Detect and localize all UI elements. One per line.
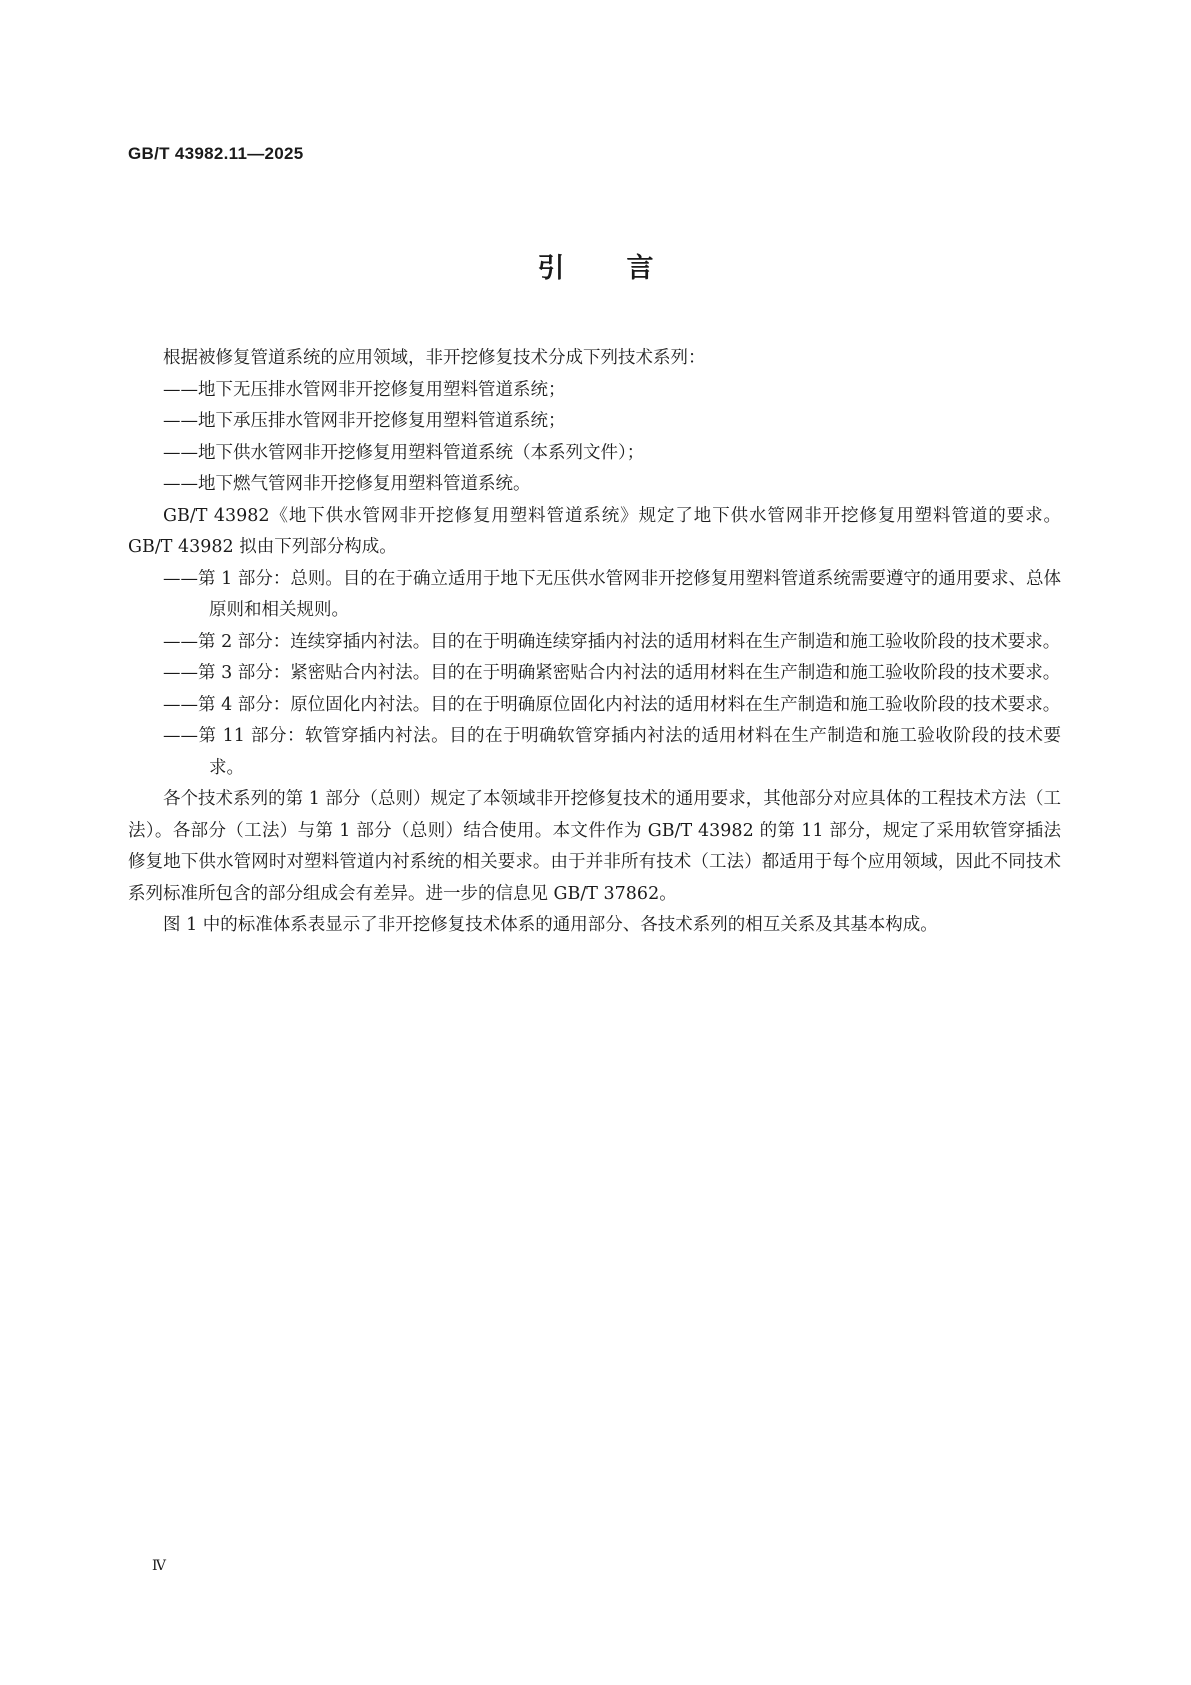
list-item: ——第 3 部分：紧密贴合内衬法。目的在于明确紧密贴合内衬法的适用材料在生产制造和施工验收阶段的技术要求。 — [163, 663, 1061, 683]
list-item: ——地下承压排水管网非开挖修复用塑料管道系统； — [163, 411, 566, 431]
paragraph: 根据被修复管道系统的应用领域，非开挖修复技术分成下列技术系列： — [163, 348, 706, 368]
list-item: ——第 1 部分：总则。目的在于确立适用于地下无压供水管网非开挖修复用塑料管道系统需要遵守的通用要求、总体原则和相关规则。 — [163, 568, 1061, 620]
paragraph: GB/T 43982《地下供水管网非开挖修复用塑料管道系统》规定了地下供水管网非开挖修复用塑料管道的要求。GB/T 43982 拟由下列部分构成。 — [128, 505, 1061, 557]
paragraph: 图 1 中的标准体系表显示了非开挖修复技术体系的通用部分、各技术系列的相互关系及其基本构成。 — [163, 915, 938, 935]
list-item: ——地下燃气管网非开挖修复用塑料管道系统。 — [163, 474, 531, 494]
page-title: 引言 — [537, 253, 716, 284]
list-item: ——第 4 部分：原位固化内衬法。目的在于明确原位固化内衬法的适用材料在生产制造和施工验收阶段的技术要求。 — [163, 694, 1061, 715]
document-body — [128, 343, 1061, 942]
list-item: ——地下无压排水管网非开挖修复用塑料管道系统； — [163, 379, 566, 400]
page-number: Ⅳ — [152, 1558, 166, 1574]
document-header: GB/T 43982.11—2025 — [128, 144, 304, 163]
list-item: ——地下供水管网非开挖修复用塑料管道系统（本系列文件）； — [163, 442, 645, 463]
paragraph: 各个技术系列的第 1 部分（总则）规定了本领域非开挖修复技术的通用要求，其他部分对应具体的工程技术方法（工法）。各部分（工法）与第 1 部分（总则）结合使用。本文件作为 GB/T 43982 的第 11 部分，规定了采用软管穿插法修复地下供水管网时对塑料管道内衬系统的相关要求。由于并非所有技术（工法）都适用于每个应用领域，因此不同技术系列标准所包含的部分组成会有差异。进一步的信息见 GB/T 37862。 — [128, 789, 1061, 904]
list-item: ——第 2 部分：连续穿插内衬法。目的在于明确连续穿插内衬法的适用材料在生产制造和施工验收阶段的技术要求。 — [163, 631, 1061, 652]
list-item: ——第 11 部分：软管穿插内衬法。目的在于明确软管穿插内衬法的适用材料在生产制造和施工验收阶段的技术要求。 — [163, 726, 1061, 778]
